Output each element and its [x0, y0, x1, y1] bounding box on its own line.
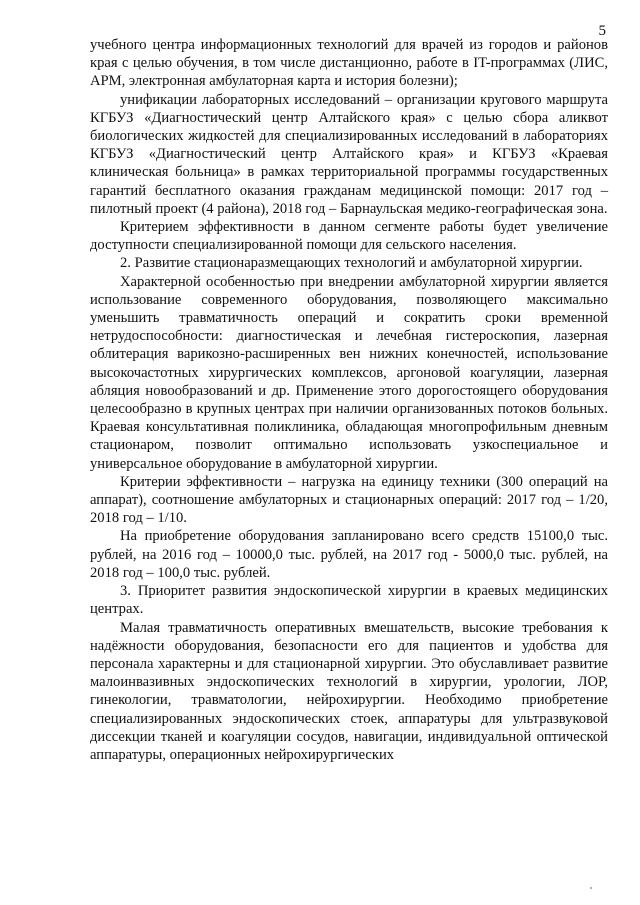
scan-speck [590, 887, 592, 889]
paragraph-endoscopic-development: Малая травматичность оперативных вмешательств, высокие требования к надёжности оборудования, безопасности его для пациентов и удобства для персонала характерны и для стационарной хирургии. Это обуславливает развитие малоинвазивных эндоскопических технологий в хирургии, урологии, ЛОР, гинекологии, травматологии, нейрохирургии. Необходимо приобретение специализированных эндоскопических стоек, аппаратуры для ультразвуковой диссекции тканей и коагуляции сосудов, навигации, индивидуальной оптической аппаратуры, операционных нейрохирургических [90, 619, 608, 763]
paragraph-efficiency-criteria-load: Критерии эффективности – нагрузка на единицу техники (300 операций на аппарат), соотношение амбулаторных и стационарных операций: 2017 год – 1/20, 2018 год – 1/10. [90, 473, 608, 527]
paragraph-it-training-continuation: учебного центра информационных технологий для врачей из городов и районов края с целью обучения, в том числе дистанционно, работе в IT-программах (ЛИС, АРМ, электронная амбулаторная карта и история болезни); [90, 37, 608, 90]
paragraph-lab-unification: унификации лабораторных исследований – организации кругового маршрута КГБУЗ «Диагностический центр Алтайского края» с целью сбора аликвот биологических жидкостей для специализированных исследований в лабораториях КГБУЗ «Диагностический центр Алтайского края» и КГБУЗ «Краевая клиническая больница» в рамках территориальной программы государственных гарантий бесплатного оказания гражданам медицинской помощи: 2017 год – пилотный проект (4 района), 2018 год – Барнаульская медико-географическая зона. [90, 91, 608, 217]
page-number: 5 [598, 23, 606, 39]
paragraph-equipment-funding: На приобретение оборудования запланировано всего средств 15100,0 тыс. рублей, на 2016 год – 10000,0 тыс. рублей, на 2017 год - 5000,0 тыс. рублей, на 2018 год – 100,0 тыс. рублей. [90, 528, 608, 581]
document-body [90, 36, 608, 764]
paragraph-ambulatory-equipment: Характерной особенностью при внедрении амбулаторной хирургии является использование современного оборудования, позволяющего максимально уменьшить травматичность операций и сократить сроки временной нетрудоспособности: диагностическая и лечебная гистероскопия, лазерная облитерация варикозно-расширенных вен нижних конечностей, использование высокочастотных хирургических комплексов, аргоновой коагуляции, лазерная абляция новообразований и др. Применение этого дорогостоящего оборудования целесообразно в крупных центрах при наличии организованных потоков больных. Краевая консультативная поликлиника, обладающая многопрофильным дневным стационаром, позволит оптимально использовать узкоспециальное и универсальное оборудование в амбулаторной хирургии. [90, 273, 608, 472]
paragraph-efficiency-criterion: Критерием эффективности в данном сегменте работы будет увеличение доступности специализированной помощи для сельского населения. [90, 219, 608, 254]
section-heading-endoscopic-surgery: 3. Приоритет развития эндоскопической хирургии в краевых медицинских центрах. [90, 583, 608, 618]
section-heading-ambulatory-surgery: 2. Развитие стационаразмещающих технологий и амбулаторной хирургии. [120, 255, 583, 272]
